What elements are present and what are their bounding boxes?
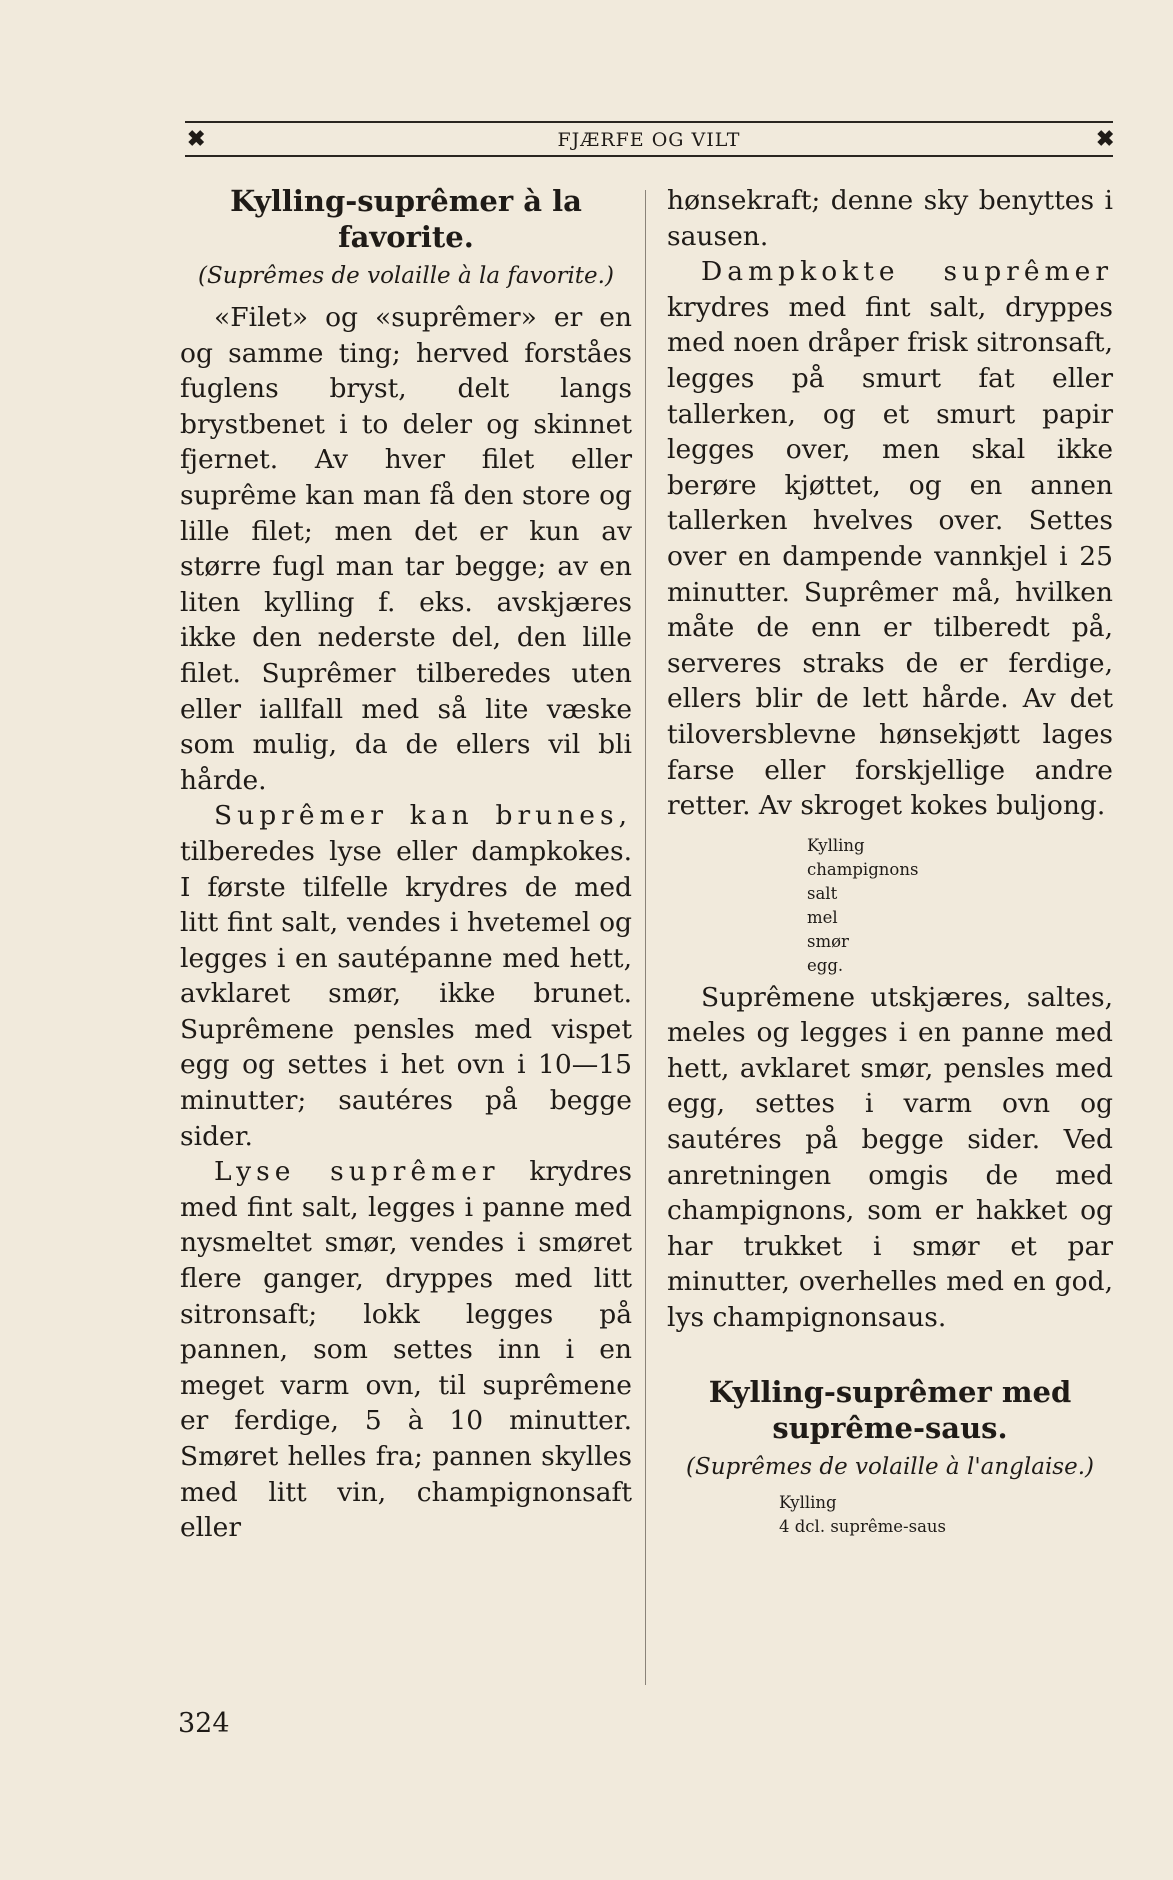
body-paragraph xyxy=(180,798,632,1154)
body-paragraph xyxy=(180,1154,632,1546)
page-number: 324 xyxy=(178,1708,230,1739)
header-ornament-left: ✖ xyxy=(187,126,206,152)
body-paragraph: hønsekraft; denne sky benyttes i sausen. xyxy=(667,185,1113,252)
spaced-lead-text: Suprêmer kan brunes, xyxy=(214,800,632,832)
recipe-title: Kylling-suprêmer à la favorite. xyxy=(230,184,582,254)
ingredient-item: 4 dcl. suprême-saus xyxy=(779,1516,947,1536)
right-column xyxy=(667,183,1113,1541)
recipe-title: Kylling-suprêmer med suprême-saus. xyxy=(708,1374,1072,1445)
spaced-lead-text: Dampkokte suprêmer xyxy=(701,256,1113,288)
running-head: FJÆRFE OG VILT xyxy=(557,129,741,151)
paragraph-text: krydres med fint salt, dryppes med noen dråper frisk sitronsaft, legges på smurt fat eller tallerken, og et smurt papir legges over, men skal ikke berøre kjøttet, og en annen tallerken hvelves over. Settes over en dampende vannkjel i 25 minutter. Suprêmer må, hvilken måte de enn er tilberedt på, serveres straks de er ferdige, ellers blir de lett hårde. Av det tiloversblevne hønsekjøtt lages farse eller forskjellige andre retter. Av skroget kokes buljong. xyxy=(667,291,1113,822)
header-rule-top xyxy=(185,121,1113,123)
header-rule-bottom xyxy=(185,155,1113,157)
paragraph-text: krydres med fint salt, legges i panne med nysmeltet smør, vendes i smøret flere ganger, dryppes med litt sitronsaft; lokk legges på pannen, som settes inn i en meget varm ovn, til suprêmene er ferdige, 5 à 10 minutter. Smøret helles fra; pannen skylles med litt vin, champignonsaft eller xyxy=(180,1156,632,1544)
recipe-subtitle: (Suprêmes de volaille à la favorite.) xyxy=(198,263,614,289)
ingredient-item: mel xyxy=(807,907,838,927)
left-column xyxy=(180,183,632,1546)
spaced-lead-text: Lyse suprêmer xyxy=(214,1156,500,1188)
body-paragraph: Suprêmene utskjæres, saltes, meles og legges i en panne med hett, avklaret smør, pensles med egg, settes i varm ovn og sautéres på begge sider. Ved anretningen omgis de med champignons, som er hakket og har trukket i smør et par minutter, overhelles med en god, lys champignonsaus. xyxy=(667,981,1113,1334)
column-divider xyxy=(645,190,646,1685)
paragraph-text: tilberedes lyse eller dampkokes. I første tilfelle krydres de med litt fint salt, vendes i hvetemel og legges i en sautépanne med hett, avklaret smør, ikke brunet. Suprêmene pensles med vispet egg og settes i het ovn i 10—15 minutter; sautéres på begge sider. xyxy=(180,835,632,1152)
recipe-subtitle: (Suprêmes de volaille à l'anglaise.) xyxy=(685,1453,1095,1480)
body-paragraph: «Filet» og «suprêmer» er en og samme ting; herved forståes fuglens bryst, delt langs brystbenet i to deler og skinnet fjernet. Av hver filet eller suprême kan man få den store og lille filet; men det er kun av større fugl man tar begge; av en liten kylling f. eks. avskjæres ikke den nederste del, den lille filet. Suprêmer tilberedes uten eller iallfall med så lite væske som mulig, da de ellers vil bli hårde. xyxy=(180,302,632,796)
ingredient-item: smør xyxy=(807,931,849,951)
ingredient-item: egg. xyxy=(807,955,844,975)
header-ornament-right: ✖ xyxy=(1096,126,1115,152)
ingredient-item: Kylling xyxy=(807,835,865,855)
ingredient-list xyxy=(807,834,1113,978)
body-paragraph xyxy=(667,254,1113,824)
ingredient-list xyxy=(779,1491,1113,1539)
ingredient-item: salt xyxy=(807,883,838,903)
ingredient-item: champignons xyxy=(807,859,919,879)
ingredient-item: Kylling xyxy=(779,1492,837,1512)
